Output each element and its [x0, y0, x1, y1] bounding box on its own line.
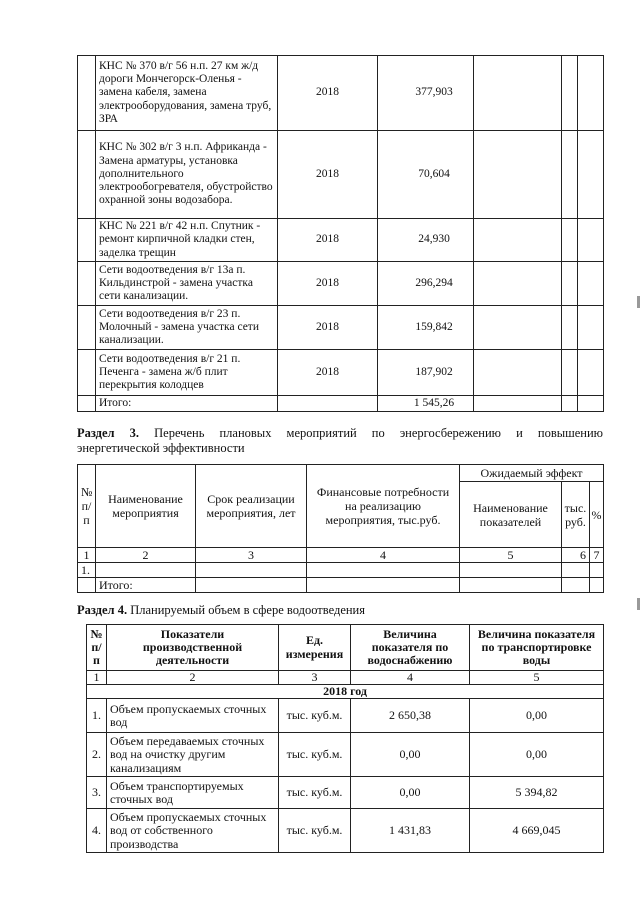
- section3-number: Раздел 3.: [77, 426, 140, 440]
- total-row: Итого:: [78, 578, 604, 593]
- section4-title: Раздел 4. Планируемый объем в сфере водоотведения: [77, 603, 365, 617]
- table-row: [78, 219, 604, 262]
- total-label: Итого:: [96, 396, 278, 412]
- work-year: 2018: [278, 219, 378, 262]
- table-row: [78, 262, 604, 306]
- header-water-supply: Величина показателя по водоснабжению: [351, 625, 470, 671]
- header-indicator: Наименование показателей: [460, 482, 562, 548]
- table-row: 4. Объем пропускаемых сточных вод от собственного производства тыс. куб.м. 1 431,83 4 669,045: [87, 809, 604, 853]
- work-name: Сети водоотведения в/г 23 п. Молочный - замена участка сети канализации.: [96, 306, 278, 350]
- wastewater-volume-table: [86, 624, 604, 853]
- work-cost: 296,294: [378, 262, 474, 306]
- work-cost: 377,903: [378, 56, 474, 131]
- work-name: КНС № 302 в/г 3 н.п. Африканда - Замена арматуры, установка дополнительного электрообогревателя, обустройство охранной зоны водозабора.: [96, 131, 278, 219]
- index-row: 1 2 3 4 5: [87, 671, 604, 685]
- total-row: [78, 396, 604, 412]
- table-row: 3. Объем транспортируемых сточных вод тыс. куб.м. 0,00 5 394,82: [87, 777, 604, 809]
- header-thousand-rub: тыс. руб.: [562, 482, 590, 548]
- table-row: [78, 131, 604, 219]
- header-finance: Финансовые потребности на реализацию мероприятия, тыс.руб.: [307, 465, 460, 548]
- energy-measures-table: [77, 464, 604, 593]
- header-percent: %: [590, 482, 604, 548]
- header-num: № п/п: [78, 465, 96, 548]
- work-year: 2018: [278, 56, 378, 131]
- work-cost: 70,604: [378, 131, 474, 219]
- section4-number: Раздел 4.: [77, 603, 128, 617]
- table-row: [78, 350, 604, 396]
- work-name: Сети водоотведения в/г 13а п. Кильдинстрой - замена участка сети канализации.: [96, 262, 278, 306]
- section3-title-line2: энергетической эффективности: [77, 441, 245, 455]
- work-cost: 159,842: [378, 306, 474, 350]
- work-year: 2018: [278, 131, 378, 219]
- section3-title-line1: Перечень плановых мероприятий по энергосбережению и повышению: [154, 426, 604, 440]
- year-label: 2018 год: [87, 685, 604, 699]
- table-row: 2. Объем передаваемых сточных вод на очистку другим канализациям тыс. куб.м. 0,00 0,00: [87, 733, 604, 777]
- table-row: 1. Объем пропускаемых сточных вод тыс. куб.м. 2 650,38 0,00: [87, 699, 604, 733]
- header-num: № п/п: [87, 625, 107, 671]
- header-unit: Ед. измерения: [279, 625, 351, 671]
- section3-title: [77, 426, 603, 441]
- work-year: 2018: [278, 306, 378, 350]
- header-indicator: Показатели производственной деятельности: [107, 625, 279, 671]
- work-year: 2018: [278, 350, 378, 396]
- work-cost: 187,902: [378, 350, 474, 396]
- header-name: Наименование мероприятия: [96, 465, 196, 548]
- work-name: КНС № 370 в/г 56 н.п. 27 км ж/д дороги Мончегорск-Оленья - замена кабеля, замена электрооборудования, замена труб, ЗРА: [96, 56, 278, 131]
- table-row: [78, 306, 604, 350]
- header-effect: Ожидаемый эффект: [460, 465, 604, 482]
- index-row: 1 2 3 4 5 6 7: [78, 548, 604, 563]
- work-name: КНС № 221 в/г 42 н.п. Спутник - ремонт кирпичной кладки стен, заделка трещин: [96, 219, 278, 262]
- header-transport: Величина показателя по транспортировке воды: [470, 625, 604, 671]
- work-cost: 24,930: [378, 219, 474, 262]
- works-table: [77, 55, 604, 412]
- table-row: 1.: [78, 563, 604, 578]
- table-row: [78, 56, 604, 131]
- work-year: 2018: [278, 262, 378, 306]
- total-value: 1 545,26: [378, 396, 474, 412]
- work-name: Сети водоотведения в/г 21 п. Печенга - замена ж/б плит перекрытия колодцев: [96, 350, 278, 396]
- header-term: Срок реализации мероприятия, лет: [196, 465, 307, 548]
